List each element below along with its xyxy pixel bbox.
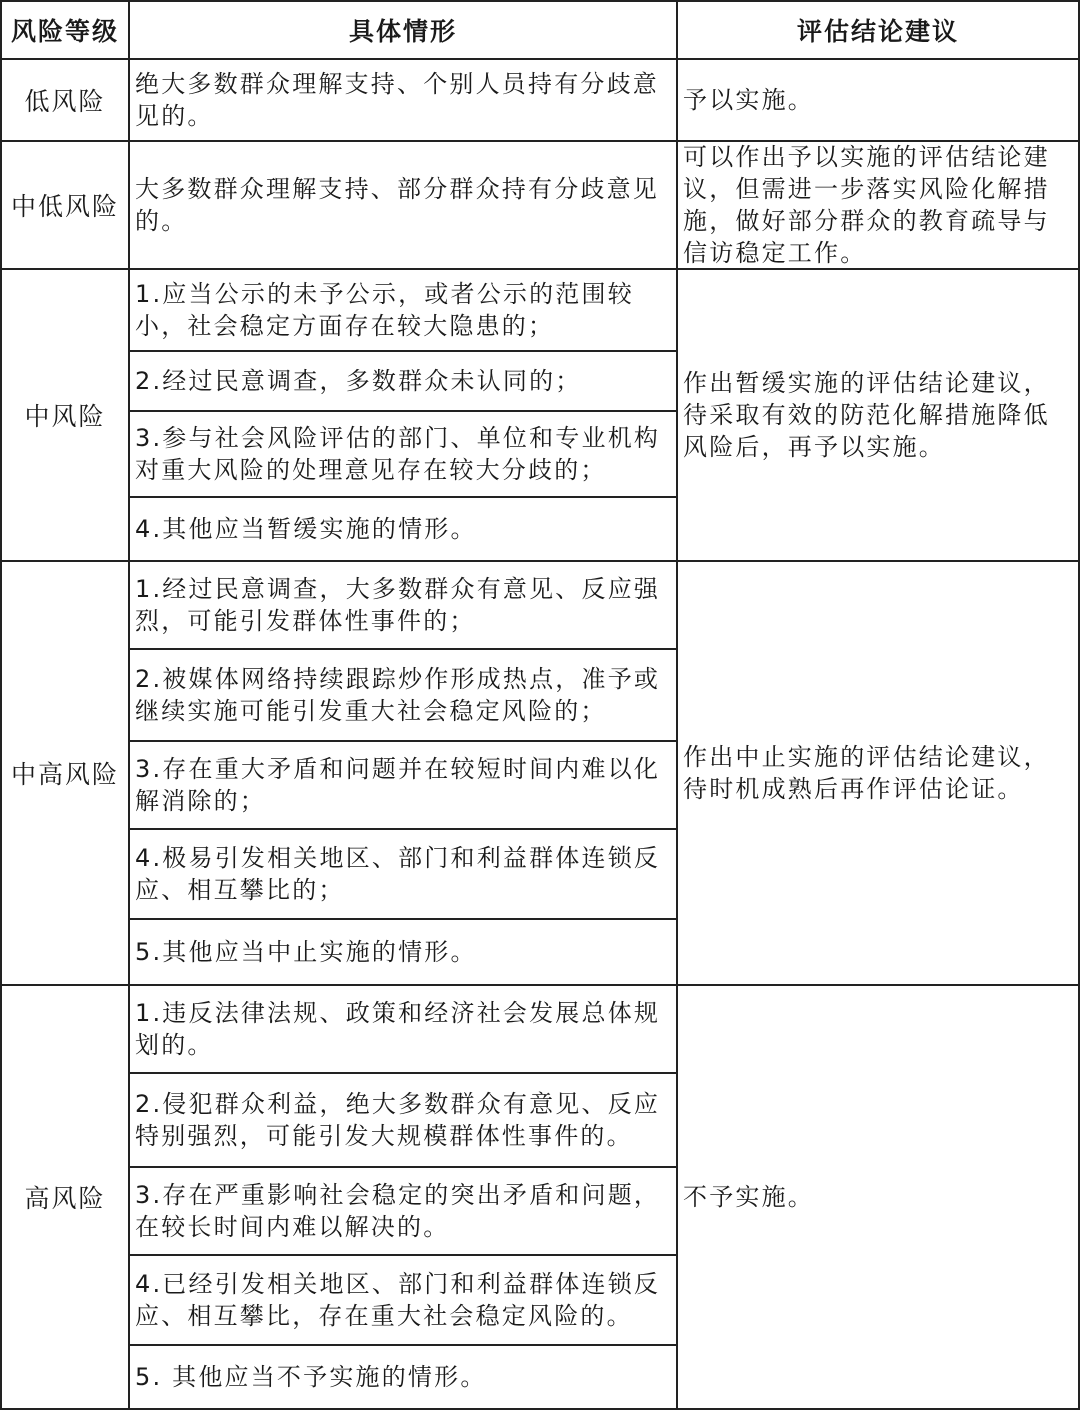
situation-cell: 4.已经引发相关地区、部门和利益群体连锁反应、相互攀比，存在重大社会稳定风险的。 [128, 1254, 678, 1346]
conclusion-mid-low: 可以作出予以实施的评估结论建议，但需进一步落实风险化解措施，做好部分群众的教育疏导与信访稳定工作。 [676, 140, 1080, 270]
situation-cell: 3.存在严重影响社会稳定的突出矛盾和问题，在较长时间内难以解决的。 [128, 1166, 678, 1256]
conclusion-mid-high: 作出中止实施的评估结论建议，待时机成熟后再作评估论证。 [676, 560, 1080, 986]
header-conclusion: 评估结论建议 [676, 0, 1080, 60]
situation-cell: 1.应当公示的未予公示，或者公示的范围较小，社会稳定方面存在较大隐患的； [128, 268, 678, 352]
situation-cell: 4.其他应当暂缓实施的情形。 [128, 496, 678, 562]
risk-level-low: 低风险 [0, 58, 130, 142]
situation-cell: 1.经过民意调查，大多数群众有意见、反应强烈，可能引发群体性事件的； [128, 560, 678, 650]
conclusion-low: 予以实施。 [676, 58, 1080, 142]
situation-cell: 2.侵犯群众利益，绝大多数群众有意见、反应特别强烈，可能引发大规模群体性事件的。 [128, 1072, 678, 1168]
header-situation: 具体情形 [128, 0, 678, 60]
conclusion-high: 不予实施。 [676, 984, 1080, 1410]
risk-level-mid: 中风险 [0, 268, 130, 562]
situation-cell: 2.被媒体网络持续跟踪炒作形成热点，准予或继续实施可能引发重大社会稳定风险的； [128, 648, 678, 742]
risk-level-high: 高风险 [0, 984, 130, 1410]
situation-cell: 大多数群众理解支持、部分群众持有分歧意见的。 [128, 140, 678, 270]
situation-cell: 1.违反法律法规、政策和经济社会发展总体规划的。 [128, 984, 678, 1074]
situation-cell: 4.极易引发相关地区、部门和利益群体连锁反应、相互攀比的； [128, 828, 678, 920]
situation-cell: 3.参与社会风险评估的部门、单位和专业机构对重大风险的处理意见存在较大分歧的； [128, 410, 678, 498]
situation-cell: 3.存在重大矛盾和问题并在较短时间内难以化解消除的； [128, 740, 678, 830]
header-risk-level: 风险等级 [0, 0, 130, 60]
situation-cell: 绝大多数群众理解支持、个别人员持有分歧意见的。 [128, 58, 678, 142]
situation-cell: 2.经过民意调查，多数群众未认同的； [128, 350, 678, 412]
situation-cell: 5. 其他应当不予实施的情形。 [128, 1344, 678, 1410]
situation-cell: 5.其他应当中止实施的情形。 [128, 918, 678, 986]
risk-level-mid-high: 中高风险 [0, 560, 130, 986]
conclusion-mid: 作出暂缓实施的评估结论建议，待采取有效的防范化解措施降低风险后，再予以实施。 [676, 268, 1080, 562]
risk-level-mid-low: 中低风险 [0, 140, 130, 270]
